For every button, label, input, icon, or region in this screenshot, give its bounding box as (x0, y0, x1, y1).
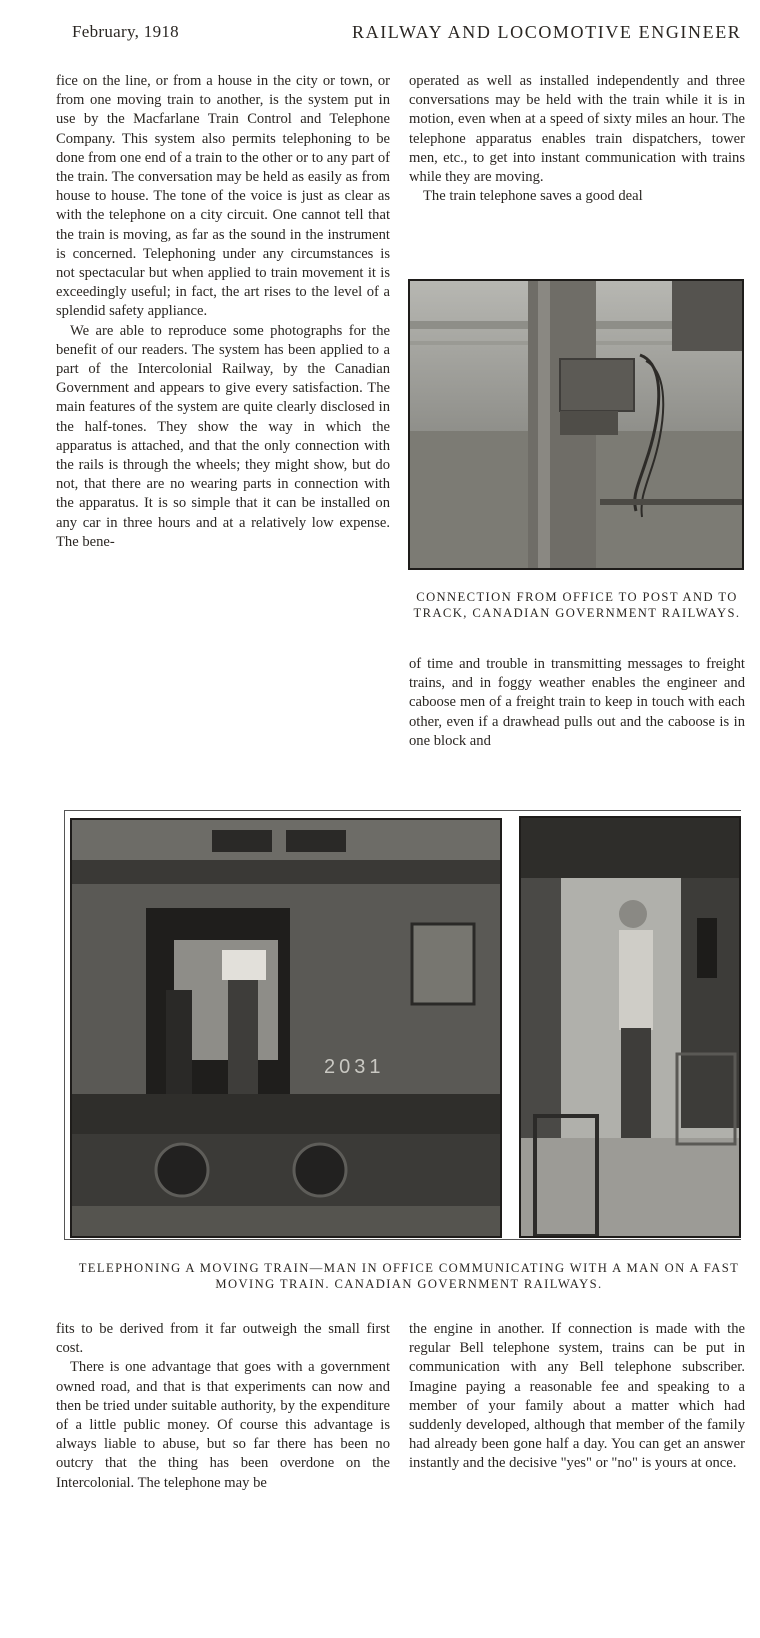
paragraph: the engine in another. If connection is made with the regular Bell telephone system, trains can be put in communication with any Bell telephone subscriber. Imagine paying a reasonable fee and speaking to a member of your family about a matter which had suddenly developed, although that member of the family had already been gone half a day. You can get an answer instantly and the decisive "yes" or "no" is yours at once. (409, 1321, 745, 1472)
caption-main-photos: TELEPHONING A MOVING TRAIN—MAN IN OFFICE COMMUNICATING WITH A MAN ON A FAST MOVING TRAIN. CANADIAN GOVERNMENT RAILWAYS. (78, 1261, 740, 1291)
paragraph: fice on the line, or from a house in the city or town, or from one moving train to another, is the system put in use by the Macfarlane Train Control and Telephone Company. This system also permits telephoning to be done from one end of a train to the other or to any part of the train. The conversation may be held as easily as from house to house. The tone of the voice is just as clear as with the telephone on a city circuit. One cannot tell that the train is moving, as far as the sound in the instrument is concerned. Telephoning under any circumstances is not spectacular but when applied to train movement it is exceedingly useful; in fact, the art rises to the level of a splendid safety appliance. (56, 73, 390, 320)
article-column-left (56, 72, 390, 552)
paragraph: operated as well as installed independently and three conversations may be held with the train while it is in motion, even when at a speed of sixty miles an hour. The telephone apparatus enables train dispatchers, tower men, etc., to get into instant communication with trains while they are moving. (409, 73, 745, 186)
post-illustration (410, 281, 742, 568)
train-car-illustration (72, 820, 500, 1236)
paragraph: fits to be derived from it far outweigh the small first cost. (56, 1321, 390, 1357)
paragraph: We are able to reproduce some photographs for the benefit of our readers. The system has been applied to a part of the Intercolonial Railway, by the Canadian Government and appears to give every satisfaction. The main features of the system are quite clearly disclosed in the half-tones. They show the way in which the apparatus is attached, and that the only connection with the rails is through the wheels; they might show, but do not, that there are no wearing parts in connection with the apparatus. It is so simple that it can be installed on any car in three hours and at a relatively low expense. The bene- (56, 322, 390, 550)
article-column-bottom-left (56, 1320, 390, 1493)
journal-title: RAILWAY AND LOCOMOTIVE ENGINEER (352, 22, 742, 42)
photo-telephone-post (408, 279, 744, 570)
page-header (72, 22, 760, 48)
caption-post-photo: CONNECTION FROM OFFICE TO POST AND TO TRACK, CANADIAN GOVERNMENT RAILWAYS. (413, 590, 741, 620)
photo-office-telephone (519, 816, 741, 1238)
paragraph: of time and trouble in transmitting messages to freight trains, and in foggy weather enables the engineer and caboose men of a freight train to keep in touch with each other, even if a drawhead pulls out and the caboose is in one block and (409, 656, 745, 749)
office-man-illustration (521, 818, 739, 1236)
issue-date: February, 1918 (72, 22, 179, 41)
photo-train-car (70, 818, 502, 1238)
paragraph: The train telephone saves a good deal (423, 188, 643, 205)
paragraph: There is one advantage that goes with a government owned road, and that is that experiments can now and then be tried under suitable authority, by the expenditure of a little public money. Of course this advantage is always liable to abuse, but so far there has been no outcry that the thing has been overdone on the Intercolonial. The telephone may be (56, 1359, 390, 1491)
article-column-right-top (409, 72, 745, 206)
car-number: 2031 (324, 1056, 385, 1078)
article-column-right-middle (409, 655, 745, 751)
article-column-bottom-right (409, 1320, 745, 1474)
